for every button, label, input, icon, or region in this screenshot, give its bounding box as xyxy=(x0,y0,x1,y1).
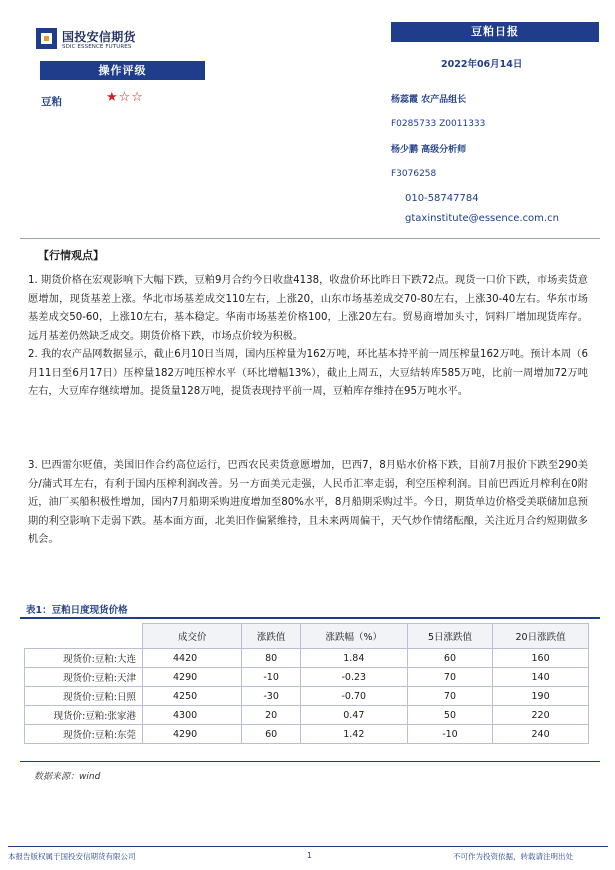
report-date: 2022年06月14日 xyxy=(441,59,523,70)
row-change: 80 xyxy=(242,649,300,668)
row-change-pct: -0.23 xyxy=(300,668,407,687)
row-price: 4420 xyxy=(143,649,242,668)
row-change-pct: 1.42 xyxy=(300,725,407,744)
table-row xyxy=(25,725,589,744)
analyst-1-id: F0285733 Z0011333 xyxy=(391,119,486,129)
analyst-2-id: F3076258 xyxy=(391,169,437,179)
row-change-5d: -10 xyxy=(407,725,492,744)
rating-label: 操作评级 xyxy=(40,61,205,80)
row-change-20d: 240 xyxy=(493,725,589,744)
product-name: 豆粕 xyxy=(41,96,62,108)
row-name: 现货价:豆粕:天津 xyxy=(25,668,143,687)
view-paragraph-3: 3. 巴西雷尔贬值，美国旧作合约高位运行，巴西农民卖货意愿增加，巴西7，8月贴水价格下跌，目前7月报价下跌至290美分/蒲式耳左右，有利于国内压榨利润改善。另一方面美元走强，人民币汇率走弱，利空压榨利润。目前巴西近月榨利在0附近，油厂买船积极性增加，国内7月船期采购进度增加至80%水平，8月船期采购过半。今日，期货单边价格受美联储加息预期的利空影响下走弱下跌。基本面方面，北美旧作偏紧维持，且未来两周偏干，天气炒作情绪酝酿，关注近月合约短期做多机会。 xyxy=(28,460,588,545)
footer-divider xyxy=(8,846,608,847)
footer-disclaimer: 不可作为投资依据，转载请注明出处 xyxy=(453,852,573,861)
brand-name-en: SDIC ESSENCE FUTURES xyxy=(62,44,132,50)
table-header-row xyxy=(25,624,589,649)
contact-email[interactable]: gtaxinstitute@essence.com.cn xyxy=(405,213,559,224)
page-number: 1 xyxy=(307,851,312,860)
header-divider xyxy=(20,238,600,239)
table-row xyxy=(25,706,589,725)
row-change-20d: 220 xyxy=(493,706,589,725)
table-row xyxy=(25,687,589,706)
row-price: 4300 xyxy=(143,706,242,725)
view-heading: 【行情观点】 xyxy=(38,249,104,262)
contact-phone: 010-58747784 xyxy=(405,193,479,204)
row-change-5d: 70 xyxy=(407,687,492,706)
view-paragraph-1: 1. 期货价格在宏观影响下大幅下跌，豆粕9月合约今日收盘4138，收盘价环比昨日下跌72点。现货一口价下跌，市场卖货意愿增加，现货基差上涨。华北市场基差成交110左右，上涨20，山东市场基差成交70-80左右，上涨30-40左右。华东市场基差成交50-60，上涨10左右，基本稳定。华南市场基差价格100，上涨20左右。贸易商增加头寸，饲料厂增加现货库存。远月基差仍然缺乏成交。期货价格下跌，市场点价较为积极。 xyxy=(28,275,588,342)
row-change-20d: 160 xyxy=(493,649,589,668)
table-caption: 表1：豆粕日度现货价格 xyxy=(26,605,128,616)
report-title: 豆粕日报 xyxy=(391,22,599,42)
row-name: 现货价:豆粕:日照 xyxy=(25,687,143,706)
row-change: -30 xyxy=(242,687,300,706)
row-change-5d: 70 xyxy=(407,668,492,687)
row-change-5d: 60 xyxy=(407,649,492,668)
table-bottom-rule xyxy=(20,761,600,762)
row-price: 4250 xyxy=(143,687,242,706)
header-change-20d: 20日涨跌值 xyxy=(493,624,589,649)
row-change-pct: -0.70 xyxy=(300,687,407,706)
row-name: 现货价:豆粕:张家港 xyxy=(25,706,143,725)
row-change-20d: 190 xyxy=(493,687,589,706)
row-change-pct: 1.84 xyxy=(300,649,407,668)
brand-name-cn: 国投安信期货 xyxy=(62,30,136,44)
row-price: 4290 xyxy=(143,668,242,687)
table-corner-cell xyxy=(25,624,143,649)
row-name: 现货价:豆粕:大连 xyxy=(25,649,143,668)
star-rating: ★☆☆ xyxy=(106,90,144,105)
brand-logo xyxy=(36,26,156,54)
row-price: 4290 xyxy=(143,725,242,744)
data-source: 数据来源：wind xyxy=(34,772,101,782)
caption-rule xyxy=(20,617,600,619)
table-row xyxy=(25,649,589,668)
analyst-2-name: 杨少鹏 高级分析师 xyxy=(391,145,467,155)
header-price: 成交价 xyxy=(143,624,242,649)
row-change-pct: 0.47 xyxy=(300,706,407,725)
table-row xyxy=(25,668,589,687)
footer-copyright: 本报告版权属于国投安信期货有限公司 xyxy=(8,852,136,861)
view-paragraph-2: 2. 我的农产品网数据显示，截止6月10日当周，国内压榨量为162万吨，环比基本持平前一周压榨量162万吨。预计本周（6月11日至6月17日）压榨量182万吨压榨水平（环比增幅13%），截止上周五，大豆结转库585万吨，比前一周增加72万吨左右，大豆库存继续增加。提货量128万吨，提货表现持平前一周，豆粕库存维持在95万吨水平。 xyxy=(28,349,588,397)
header-change: 涨跌值 xyxy=(242,624,300,649)
header-change-pct: 涨跌幅（%） xyxy=(300,624,407,649)
analyst-1-name: 杨蕊霞 农产品组长 xyxy=(391,95,467,105)
row-change: -10 xyxy=(242,668,300,687)
row-name: 现货价:豆粕:东莞 xyxy=(25,725,143,744)
row-change: 20 xyxy=(242,706,300,725)
spot-price-table xyxy=(24,623,589,744)
row-change-5d: 50 xyxy=(407,706,492,725)
row-change: 60 xyxy=(242,725,300,744)
header-change-5d: 5日涨跌值 xyxy=(407,624,492,649)
row-change-20d: 140 xyxy=(493,668,589,687)
brand-logo-icon xyxy=(36,28,57,49)
